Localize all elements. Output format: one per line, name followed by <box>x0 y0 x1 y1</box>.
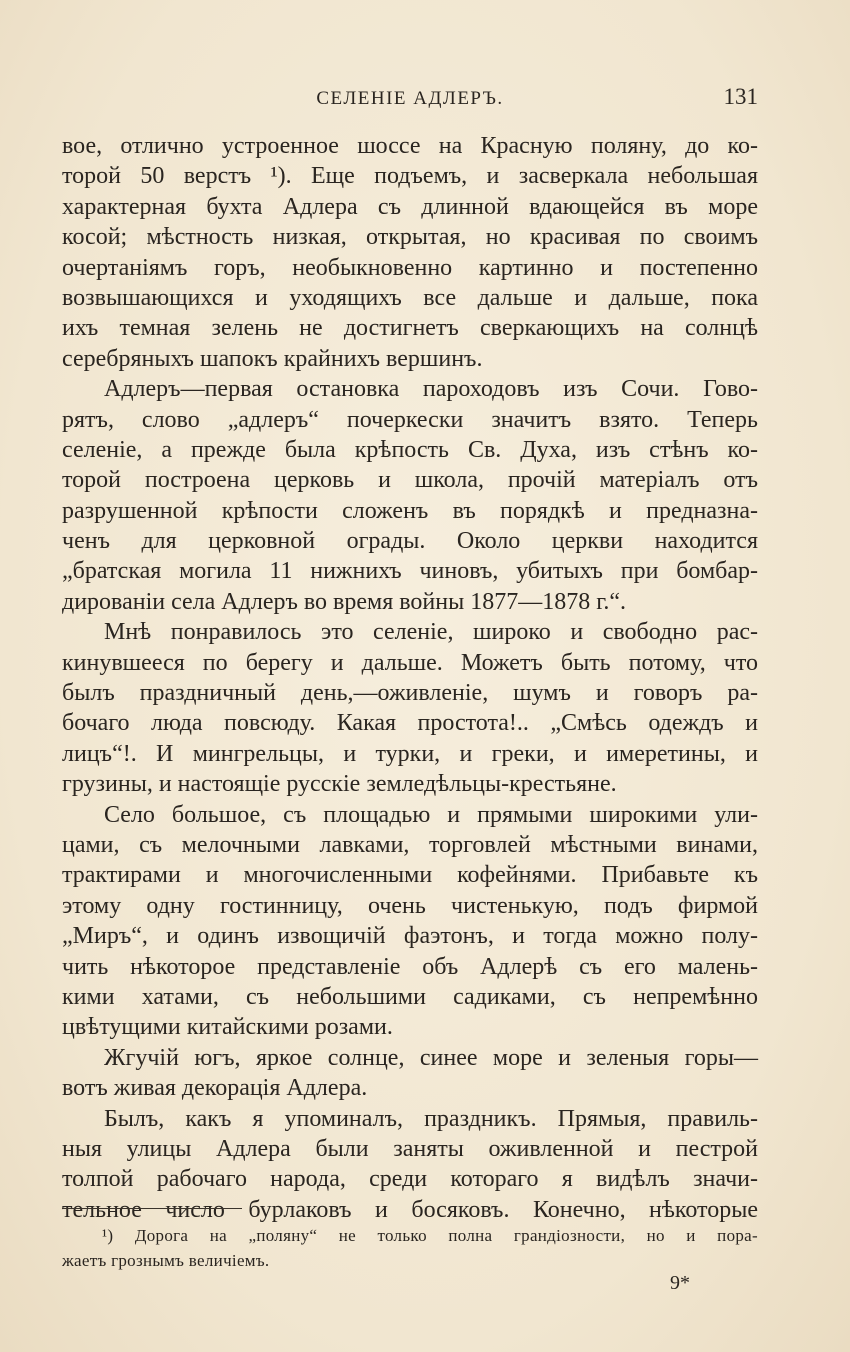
text-line: вое, отлично устроенное шоссе на Красную поляну, до ко- <box>62 133 758 159</box>
text-line: разрушенной крѣпости сложенъ въ порядкѣ и предназна- <box>62 497 758 524</box>
text-line: рятъ, слово „адлеръ“ почеркески значитъ взято. Теперь <box>62 406 758 433</box>
text-line: торой 50 верстъ ¹). Еще подъемъ, и засверкала небольшая <box>62 163 758 190</box>
text-line: серебряныхъ шапокъ крайнихъ вершинъ. <box>62 345 483 372</box>
body-text <box>62 131 758 1225</box>
text-line: возвышающихся и уходящихъ все дальше и дальше, пока <box>62 284 758 311</box>
text-line: бочаго люда повсюду. Какая простота!.. „Смѣсь одеждъ и <box>62 710 758 737</box>
signature-mark: 9* <box>670 1272 690 1294</box>
text-line: „Миръ“, и одинъ извощичій фаэтонъ, и тогда можно полу- <box>62 923 758 950</box>
footnotes <box>62 1223 758 1273</box>
text-line: чить нѣкоторое представленіе объ Адлерѣ съ его малень- <box>62 953 758 980</box>
footnote-divider <box>62 1208 242 1209</box>
footnote-line: жаетъ грознымъ величіемъ. <box>62 1251 270 1270</box>
footnote-line: ¹) Дорога на „поляну“ не только полна грандіозности, но и пора- <box>102 1226 758 1245</box>
text-line: трактирами и многочисленными кофейнями. Прибавьте къ <box>62 862 758 889</box>
text-line: Адлеръ—первая остановка пароходовъ изъ Сочи. Гово- <box>104 376 758 403</box>
text-line: толпой рабочаго народа, среди котораго я видѣлъ значи- <box>62 1166 758 1193</box>
text-line: ченъ для церковной ограды. Около церкви находится <box>62 528 758 555</box>
text-line: этому одну гостинницу, очень чистенькую, подъ фирмой <box>62 892 758 919</box>
text-line: характерная бухта Адлера съ длинной вдающейся въ море <box>62 193 758 220</box>
text-line: Былъ, какъ я упоминалъ, праздникъ. Прямыя, правиль- <box>104 1105 758 1132</box>
text-line: былъ праздничный день,—оживленіе, шумъ и говоръ ра- <box>62 680 758 707</box>
text-line: вотъ живая декорація Адлера. <box>62 1075 368 1102</box>
text-line: грузины, и настоящіе русскіе земледѣльцы-крестьяне. <box>62 771 617 798</box>
text-line: тельное число бурлаковъ и босяковъ. Конечно, нѣкоторые <box>62 1196 758 1223</box>
text-line: кими хатами, съ небольшими садиками, съ непремѣнно <box>62 983 758 1010</box>
text-line: селеніе, а прежде была крѣпость Св. Духа, изъ стѣнъ ко- <box>62 436 758 463</box>
text-line: цвѣтущими китайскими розами. <box>62 1014 393 1041</box>
text-line: косой; мѣстность низкая, открытая, но красивая по своимъ <box>62 224 758 251</box>
text-line: лицъ“!. И мингрельцы, и турки, и греки, и имеретины, и <box>62 740 758 767</box>
text-line: торой построена церковь и школа, прочій матеріалъ отъ <box>62 467 758 494</box>
text-line: ихъ темная зелень не достигнетъ сверкающихъ на солнцѣ <box>62 315 758 342</box>
text-line: Мнѣ понравилось это селеніе, широко и свободно рас- <box>104 619 758 646</box>
text-line: „братская могила 11 нижнихъ чиновъ, убитыхъ при бомбар- <box>62 558 758 585</box>
text-line: кинувшееся по берегу и дальше. Можетъ быть потому, что <box>62 649 758 676</box>
text-line: Жгучій югъ, яркое солнце, синее море и зеленыя горы— <box>104 1044 758 1071</box>
text-line: цами, съ мелочными лавками, торговлей мѣстными винами, <box>62 831 758 858</box>
page-number: 131 <box>723 84 758 109</box>
text-line: Село большое, съ площадью и прямыми широкими ули- <box>104 801 758 828</box>
text-line: очертаніямъ горъ, необыкновенно картинно и постепенно <box>62 254 758 281</box>
running-head <box>62 84 758 114</box>
text-line: ныя улицы Адлера были заняты оживленной и пестрой <box>62 1135 758 1162</box>
text-line: дированіи села Адлеръ во время войны 1877—1878 г.“. <box>62 588 627 615</box>
running-title: СЕЛЕНІЕ АДЛЕРЪ. <box>316 88 504 109</box>
